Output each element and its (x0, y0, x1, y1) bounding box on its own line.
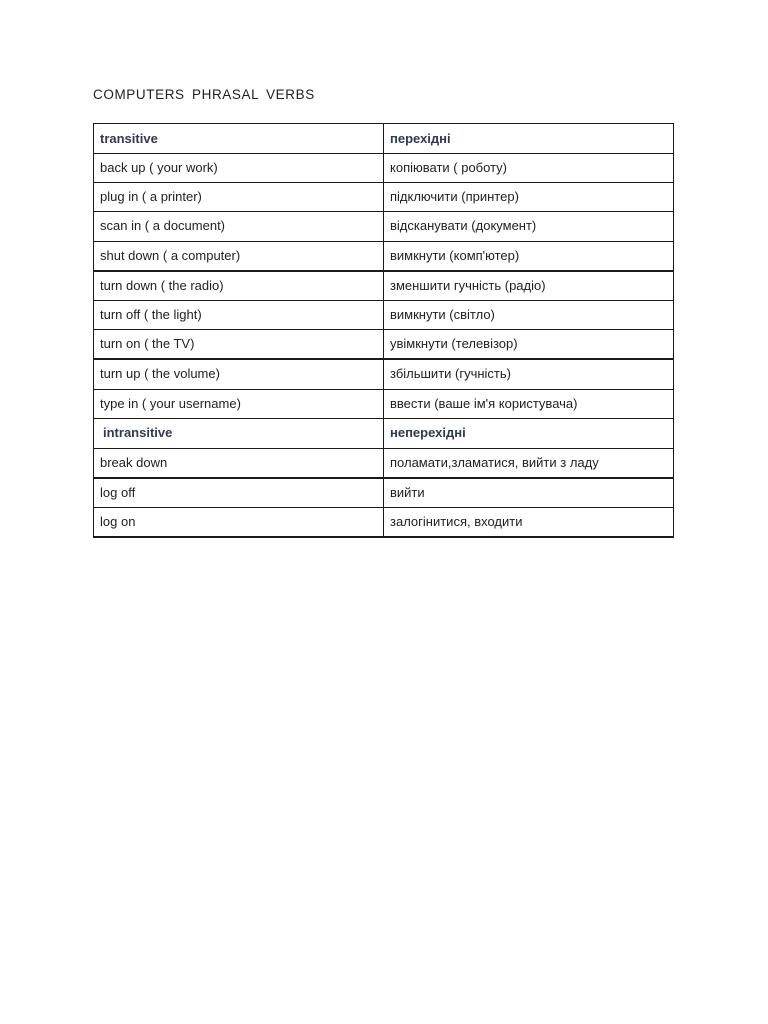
table-row (94, 212, 674, 241)
table-row (94, 241, 674, 271)
header-cell-ukrainian: неперехідні (384, 418, 674, 448)
ukrainian-cell: відсканувати (документ) (384, 212, 674, 241)
english-cell: log on (94, 508, 384, 538)
table-row (94, 300, 674, 329)
ukrainian-cell: залогінитися, входити (384, 508, 674, 538)
section-header-intransitive (94, 418, 674, 448)
ukrainian-cell: поламати,зламатися, вийти з ладу (384, 448, 674, 478)
english-cell: plug in ( a printer) (94, 183, 384, 212)
table-row (94, 508, 674, 538)
page-title: COMPUTERS PHRASAL VERBS (93, 87, 315, 102)
english-cell: back up ( your work) (94, 154, 384, 183)
table-row (94, 183, 674, 212)
table-row (94, 359, 674, 389)
english-cell: turn down ( the radio) (94, 271, 384, 301)
ukrainian-cell: зменшити гучність (радіо) (384, 271, 674, 301)
english-cell: turn up ( the volume) (94, 359, 384, 389)
ukrainian-cell: збільшити (гучність) (384, 359, 674, 389)
english-cell: break down (94, 448, 384, 478)
table-row (94, 154, 674, 183)
section-header-transitive (94, 124, 674, 154)
ukrainian-cell: увімкнути (телевізор) (384, 330, 674, 360)
phrasal-verbs-table (93, 123, 674, 538)
english-cell: turn off ( the light) (94, 300, 384, 329)
english-cell: log off (94, 478, 384, 508)
ukrainian-cell: вийти (384, 478, 674, 508)
ukrainian-cell: підключити (принтер) (384, 183, 674, 212)
english-cell: scan in ( a document) (94, 212, 384, 241)
ukrainian-cell: вимкнути (світло) (384, 300, 674, 329)
header-cell-english: transitive (94, 124, 384, 154)
english-cell: turn on ( the TV) (94, 330, 384, 360)
ukrainian-cell: вимкнути (комп'ютер) (384, 241, 674, 271)
table-row (94, 389, 674, 418)
ukrainian-cell: копіювати ( роботу) (384, 154, 674, 183)
english-cell: type in ( your username) (94, 389, 384, 418)
ukrainian-cell: ввести (ваше ім'я користувача) (384, 389, 674, 418)
table-row (94, 448, 674, 478)
table-row (94, 271, 674, 301)
header-cell-ukrainian: перехідні (384, 124, 674, 154)
table-row (94, 478, 674, 508)
english-cell: shut down ( a computer) (94, 241, 384, 271)
table-row (94, 330, 674, 360)
header-cell-english: intransitive (94, 418, 384, 448)
